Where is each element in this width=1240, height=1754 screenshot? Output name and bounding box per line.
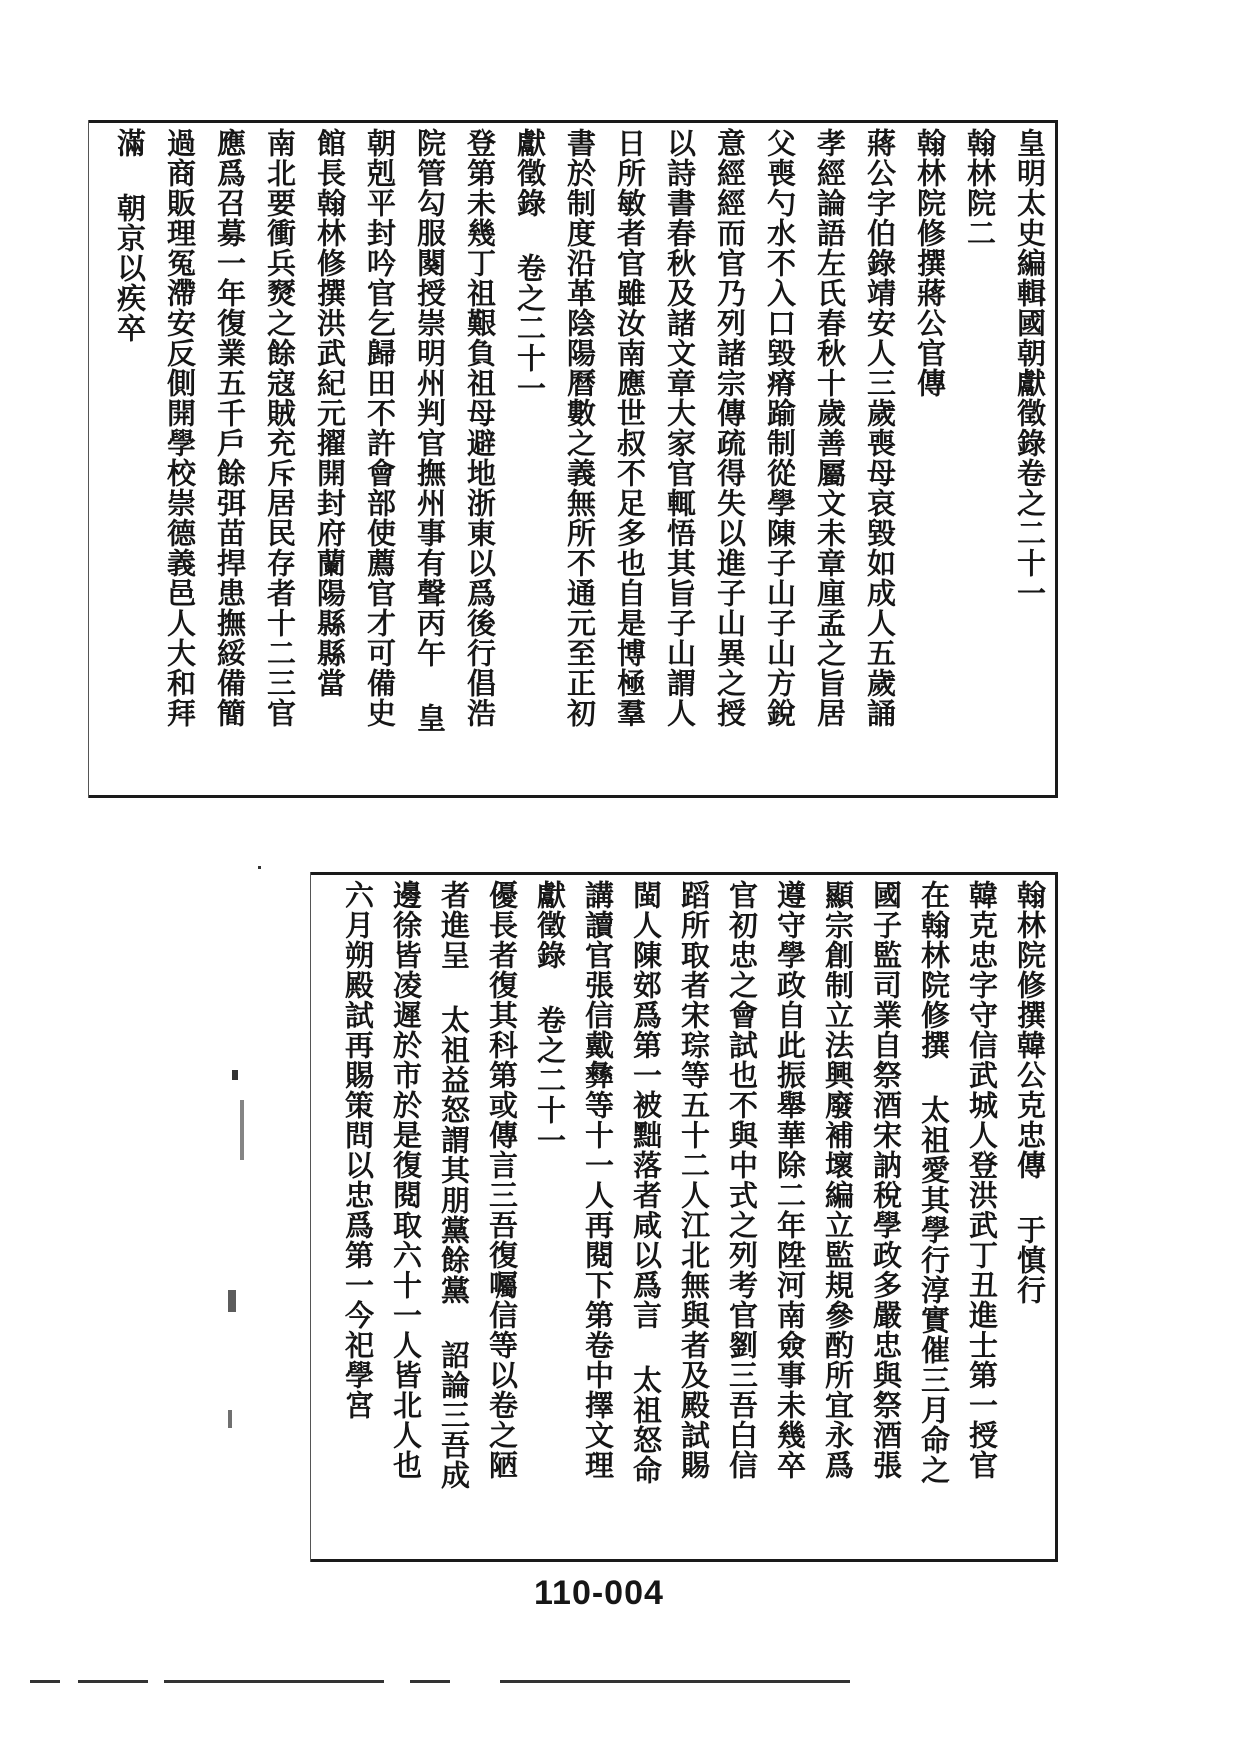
bottom-page-panel <box>310 872 1058 1562</box>
text-column: 者進呈 太祖益怒謂其朋黨餘黨 詔論三吾成 <box>437 880 471 1490</box>
text-column: 父喪勺水不入口毀瘠踰制從學陳子山子山方銳 <box>763 128 797 728</box>
text-column: 國子監司業自祭酒宋訥稅學政多嚴忠與祭酒張 <box>869 880 903 1480</box>
text-column: 官初忠之會試也不與中式之列考官劉三吾白信 <box>725 880 759 1480</box>
text-column: 顯宗創制立法興廢補壞編立監規參酌所宜永爲 <box>821 880 855 1480</box>
scan-speck <box>232 1070 238 1080</box>
text-column: 館長翰林修撰洪武紀元擢開封府蘭陽縣縣當 <box>313 128 347 698</box>
text-column: 過商販理冤滯安反側開學校崇德義邑人大和拜 <box>163 128 197 728</box>
top-page-left-rule <box>88 120 89 798</box>
text-column: 獻徵錄 卷之二十一 <box>513 128 547 403</box>
text-column: 應爲召募一年復業五千戶餘弭苗捍患撫綏備簡 <box>213 128 247 728</box>
bottom-page-right-rule <box>1055 872 1058 1562</box>
text-column: 翰林院修撰蔣公官傳 <box>913 128 947 398</box>
page-number: 110-004 <box>534 1574 664 1612</box>
text-column: 院管勾服闋授崇明州判官撫州事有聲丙午 皇 <box>413 128 447 733</box>
top-page-panel <box>88 120 1058 798</box>
text-column: 孝經論語左氏春秋十歲善屬文未章㢆孟之旨居 <box>813 128 847 728</box>
bottom-page-left-rule <box>310 872 311 1562</box>
text-column: 南北要衝兵燹之餘寇賊充斥居民存者十二三官 <box>263 128 297 728</box>
scan-speck <box>258 866 261 869</box>
text-column: 日所敏者官雖汝南應世叔不足多也自是博極羣 <box>613 128 647 728</box>
text-column: 在翰林院修撰 太祖愛其學行淳實催三月命之 <box>917 880 951 1485</box>
bottom-page-top-rule <box>310 872 1058 875</box>
text-column: 翰林院修撰韓公克忠傳 于慎行 <box>1013 880 1047 1305</box>
scan-speck <box>410 1680 450 1683</box>
scan-speck <box>228 1410 232 1428</box>
text-column: 優長者復其科第或傳言三吾復囑信等以卷之陋 <box>485 880 519 1480</box>
text-column: 六月朔殿試再賜策問以忠爲第一今祀學宮 <box>341 880 375 1420</box>
text-column: 閩人陳䢿爲第一被黜落者咸以爲言 太祖怒命 <box>629 880 663 1485</box>
text-column: 韓克忠字守信武城人登洪武丁丑進士第一授官 <box>965 880 999 1480</box>
text-column: 朝剋平封吟官乞歸田不許會部使薦官才可備史 <box>363 128 397 728</box>
scan-speck <box>500 1680 850 1683</box>
bottom-page-bottom-rule <box>310 1559 1058 1562</box>
text-column: 蔣公字伯錄靖安人三歲喪母哀毀如成人五歲誦 <box>863 128 897 728</box>
text-column: 皇明太史編輯國朝獻徵錄卷之二十一 <box>1013 128 1047 608</box>
text-column: 翰林院二 <box>963 128 997 248</box>
top-page-bottom-rule <box>88 795 1058 798</box>
scan-speck <box>164 1680 384 1683</box>
text-column: 以詩書春秋及諸文章大家官輒悟其旨子山謂人 <box>663 128 697 728</box>
text-column: 遵守學政自此振舉華除二年陞河南僉事未幾卒 <box>773 880 807 1480</box>
top-page-right-rule <box>1055 120 1058 798</box>
text-column: 滿 朝京以疾卒 <box>113 128 147 343</box>
text-column: 獻徵錄 卷之二十一 <box>533 880 567 1155</box>
text-column: 講讀官張信戴彝等十一人再閱下第卷中擇文理 <box>581 880 615 1480</box>
scan-speck <box>240 1100 244 1160</box>
scan-bottom-specks <box>30 1680 910 1686</box>
top-page-top-rule <box>88 120 1058 123</box>
text-column: 邊徐皆凌遲於市於是復閱取六十一人皆北人也 <box>389 880 423 1480</box>
text-column: 蹈所取者宋琮等五十二人江北無與者及殿試賜 <box>677 880 711 1480</box>
text-column: 意經經而官乃列諸宗傳疏得失以進子山異之授 <box>713 128 747 728</box>
text-column: 登第未幾丁祖艱負祖母避地浙東以爲後行倡浩 <box>463 128 497 728</box>
scan-speck <box>228 1290 236 1312</box>
scan-speck <box>30 1680 60 1683</box>
text-column: 書於制度沿革陰陽曆數之義無所不通元至正初 <box>563 128 597 728</box>
scan-speck <box>78 1680 148 1683</box>
